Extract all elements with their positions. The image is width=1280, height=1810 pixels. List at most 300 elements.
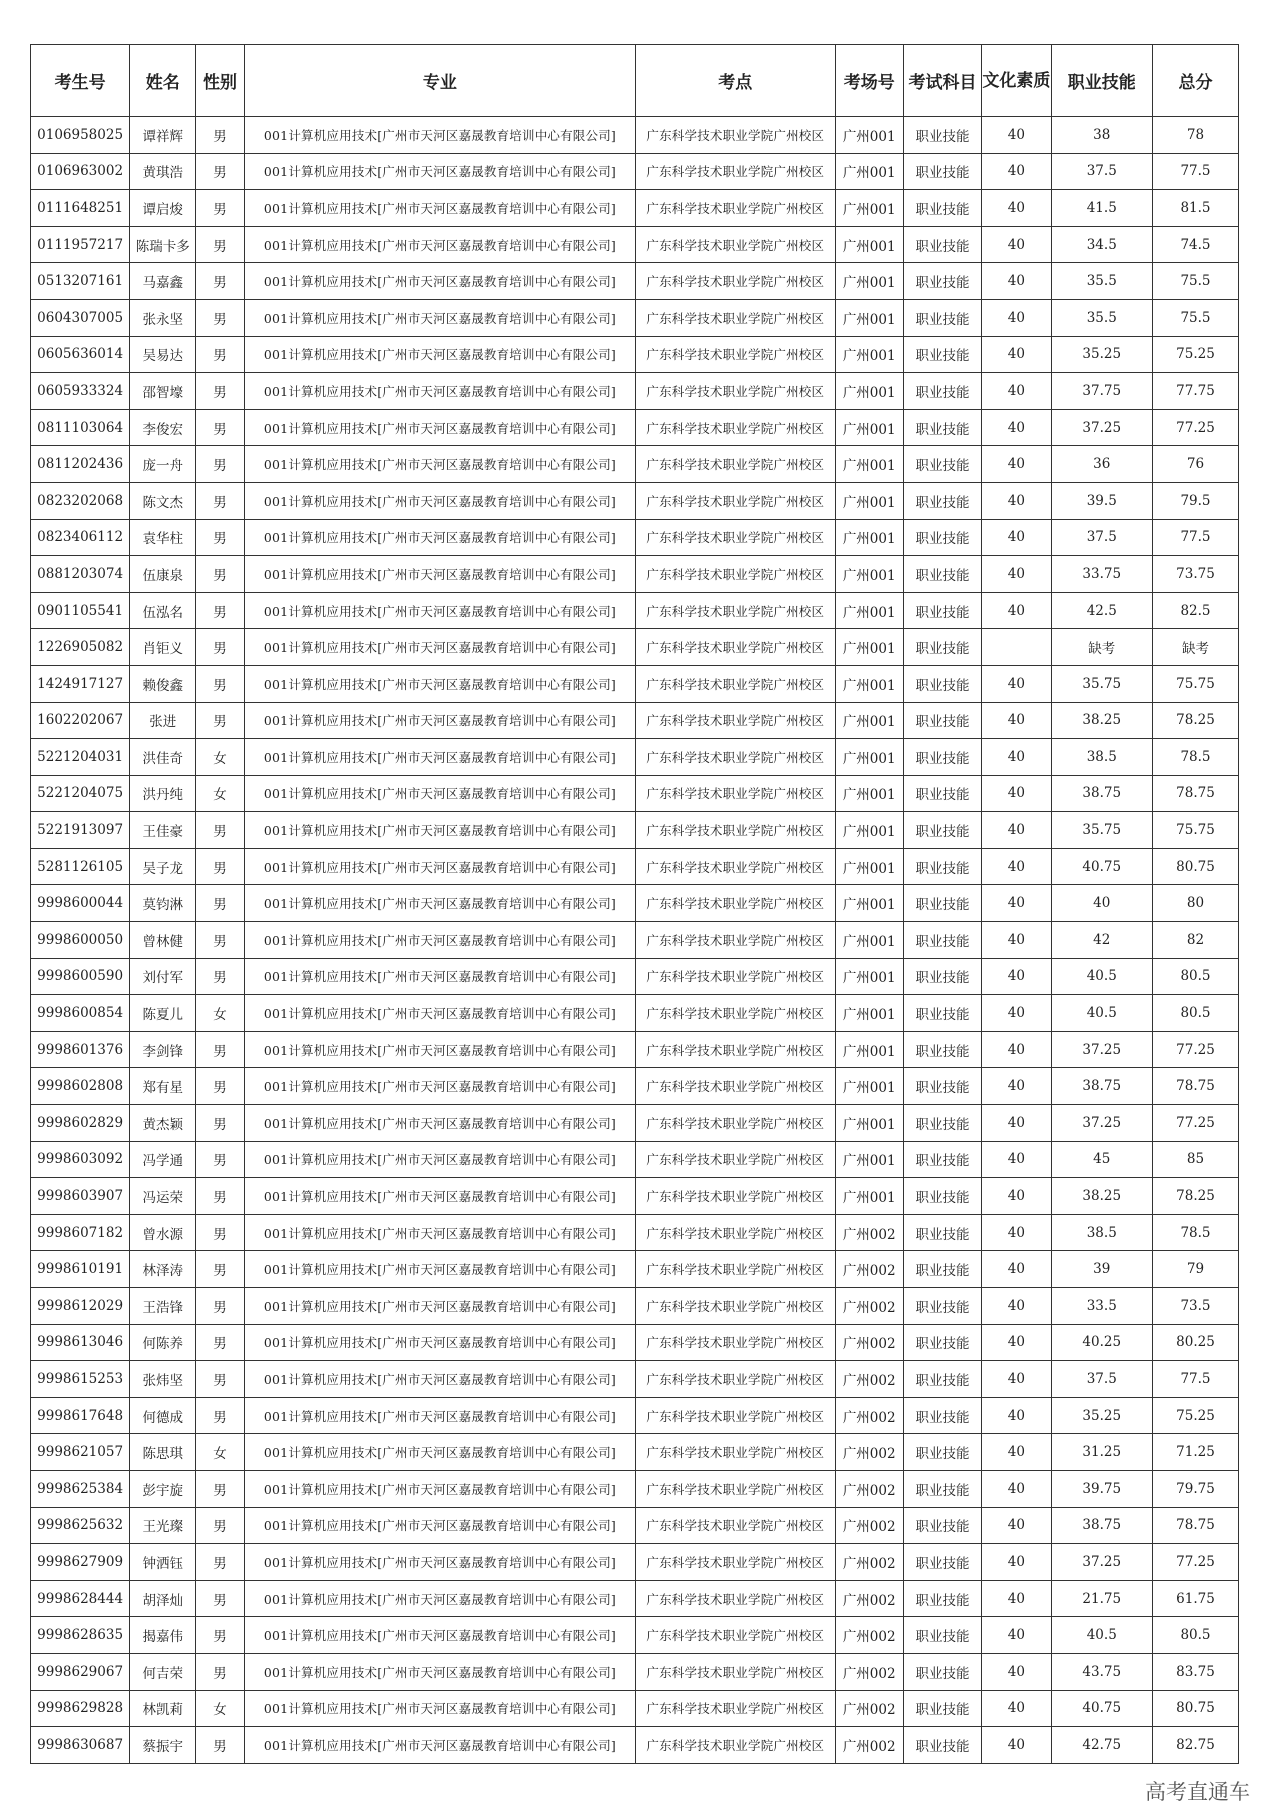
cell-room-no: 广州002 <box>835 1434 903 1471</box>
cell-room-no: 广州001 <box>835 885 903 922</box>
cell-total-score: 80.75 <box>1152 1690 1238 1727</box>
cell-exam-no: 9998615253 <box>31 1361 130 1398</box>
cell-room-no: 广州001 <box>835 519 903 556</box>
cell-name: 揭嘉伟 <box>130 1617 196 1654</box>
cell-skill-score: 39 <box>1051 1251 1152 1288</box>
cell-subject: 职业技能 <box>903 226 981 263</box>
cell-culture-score: 40 <box>982 153 1051 190</box>
cell-name: 吴易达 <box>130 336 196 373</box>
cell-culture-score: 40 <box>982 263 1051 300</box>
cell-major: 001计算机应用技术[广州市天河区嘉晟教育培训中心有限公司] <box>244 702 635 739</box>
cell-skill-score: 38 <box>1051 117 1152 154</box>
cell-subject: 职业技能 <box>903 190 981 227</box>
cell-exam-site: 广东科学技术职业学院广州校区 <box>636 1690 835 1727</box>
cell-name: 邵智壕 <box>130 373 196 410</box>
cell-gender: 男 <box>196 373 244 410</box>
cell-total-score: 73.5 <box>1152 1288 1238 1325</box>
cell-exam-site: 广东科学技术职业学院广州校区 <box>636 702 835 739</box>
cell-gender: 女 <box>196 1434 244 1471</box>
cell-room-no: 广州002 <box>835 1617 903 1654</box>
cell-skill-score: 38.5 <box>1051 1214 1152 1251</box>
cell-name: 陈瑞卡多 <box>130 226 196 263</box>
table-row <box>31 153 1239 190</box>
cell-major: 001计算机应用技术[广州市天河区嘉晟教育培训中心有限公司] <box>244 739 635 776</box>
cell-total-score: 77.25 <box>1152 1544 1238 1581</box>
cell-gender: 男 <box>196 1251 244 1288</box>
cell-exam-site: 广东科学技术职业学院广州校区 <box>636 556 835 593</box>
cell-exam-site: 广东科学技术职业学院广州校区 <box>636 1507 835 1544</box>
cell-major: 001计算机应用技术[广州市天河区嘉晟教育培训中心有限公司] <box>244 922 635 959</box>
cell-skill-score: 37.25 <box>1051 1544 1152 1581</box>
cell-gender: 男 <box>196 336 244 373</box>
table-row <box>31 739 1239 776</box>
cell-skill-score: 41.5 <box>1051 190 1152 227</box>
cell-gender: 男 <box>196 848 244 885</box>
cell-skill-score: 35.25 <box>1051 1397 1152 1434</box>
cell-exam-no: 0106958025 <box>31 117 130 154</box>
cell-exam-site: 广东科学技术职业学院广州校区 <box>636 1470 835 1507</box>
cell-gender: 男 <box>196 1214 244 1251</box>
cell-name: 曾林健 <box>130 922 196 959</box>
cell-skill-score: 42.75 <box>1051 1727 1152 1764</box>
cell-name: 何吉荣 <box>130 1653 196 1690</box>
cell-total-score: 78.75 <box>1152 1068 1238 1105</box>
table-row <box>31 812 1239 849</box>
cell-culture-score: 40 <box>982 958 1051 995</box>
cell-skill-score: 37.25 <box>1051 1105 1152 1142</box>
cell-skill-score: 36 <box>1051 446 1152 483</box>
cell-exam-no: 5281126105 <box>31 848 130 885</box>
cell-name: 张永坚 <box>130 299 196 336</box>
cell-culture-score: 40 <box>982 1214 1051 1251</box>
cell-name: 马嘉鑫 <box>130 263 196 300</box>
cell-room-no: 广州002 <box>835 1361 903 1398</box>
cell-subject: 职业技能 <box>903 1251 981 1288</box>
header-total-score: 总分 <box>1152 45 1238 117</box>
cell-exam-no: 0513207161 <box>31 263 130 300</box>
score-table <box>30 44 1239 1764</box>
cell-skill-score: 37.5 <box>1051 153 1152 190</box>
cell-room-no: 广州002 <box>835 1507 903 1544</box>
cell-subject: 职业技能 <box>903 263 981 300</box>
cell-total-score: 80.5 <box>1152 1617 1238 1654</box>
cell-skill-score: 34.5 <box>1051 226 1152 263</box>
cell-exam-site: 广东科学技术职业学院广州校区 <box>636 665 835 702</box>
cell-subject: 职业技能 <box>903 1324 981 1361</box>
cell-skill-score: 38.5 <box>1051 739 1152 776</box>
cell-skill-score: 35.75 <box>1051 665 1152 702</box>
cell-name: 王浩锋 <box>130 1288 196 1325</box>
cell-room-no: 广州002 <box>835 1580 903 1617</box>
table-row <box>31 556 1239 593</box>
cell-exam-site: 广东科学技术职业学院广州校区 <box>636 299 835 336</box>
cell-name: 陈夏儿 <box>130 995 196 1032</box>
table-row <box>31 922 1239 959</box>
cell-gender: 男 <box>196 1361 244 1398</box>
cell-subject: 职业技能 <box>903 848 981 885</box>
cell-major: 001计算机应用技术[广州市天河区嘉晟教育培训中心有限公司] <box>244 1324 635 1361</box>
cell-gender: 男 <box>196 1031 244 1068</box>
cell-gender: 男 <box>196 1105 244 1142</box>
cell-name: 胡泽灿 <box>130 1580 196 1617</box>
cell-subject: 职业技能 <box>903 373 981 410</box>
cell-culture-score: 40 <box>982 812 1051 849</box>
cell-major: 001计算机应用技术[广州市天河区嘉晟教育培训中心有限公司] <box>244 1361 635 1398</box>
cell-subject: 职业技能 <box>903 702 981 739</box>
table-row <box>31 1251 1239 1288</box>
cell-major: 001计算机应用技术[广州市天河区嘉晟教育培训中心有限公司] <box>244 995 635 1032</box>
cell-skill-score: 缺考 <box>1051 629 1152 666</box>
cell-total-score: 80.5 <box>1152 958 1238 995</box>
cell-exam-no: 9998629067 <box>31 1653 130 1690</box>
cell-exam-site: 广东科学技术职业学院广州校区 <box>636 1361 835 1398</box>
cell-skill-score: 43.75 <box>1051 1653 1152 1690</box>
cell-room-no: 广州002 <box>835 1397 903 1434</box>
cell-skill-score: 35.5 <box>1051 263 1152 300</box>
cell-major: 001计算机应用技术[广州市天河区嘉晟教育培训中心有限公司] <box>244 1653 635 1690</box>
cell-culture-score: 40 <box>982 190 1051 227</box>
cell-subject: 职业技能 <box>903 1580 981 1617</box>
cell-room-no: 广州001 <box>835 409 903 446</box>
cell-skill-score: 33.5 <box>1051 1288 1152 1325</box>
cell-major: 001计算机应用技术[广州市天河区嘉晟教育培训中心有限公司] <box>244 409 635 446</box>
cell-room-no: 广州001 <box>835 1031 903 1068</box>
cell-exam-no: 0881203074 <box>31 556 130 593</box>
cell-exam-site: 广东科学技术职业学院广州校区 <box>636 885 835 922</box>
cell-exam-site: 广东科学技术职业学院广州校区 <box>636 1031 835 1068</box>
cell-total-score: 缺考 <box>1152 629 1238 666</box>
cell-gender: 男 <box>196 812 244 849</box>
cell-exam-site: 广东科学技术职业学院广州校区 <box>636 482 835 519</box>
cell-gender: 男 <box>196 409 244 446</box>
cell-subject: 职业技能 <box>903 592 981 629</box>
cell-major: 001计算机应用技术[广州市天河区嘉晟教育培训中心有限公司] <box>244 446 635 483</box>
cell-culture-score: 40 <box>982 739 1051 776</box>
cell-major: 001计算机应用技术[广州市天河区嘉晟教育培训中心有限公司] <box>244 1397 635 1434</box>
cell-room-no: 广州002 <box>835 1470 903 1507</box>
table-row <box>31 775 1239 812</box>
cell-skill-score: 39.75 <box>1051 1470 1152 1507</box>
cell-exam-site: 广东科学技术职业学院广州校区 <box>636 153 835 190</box>
cell-room-no: 广州001 <box>835 336 903 373</box>
table-row <box>31 1105 1239 1142</box>
cell-exam-site: 广东科学技术职业学院广州校区 <box>636 995 835 1032</box>
cell-skill-score: 37.75 <box>1051 373 1152 410</box>
cell-exam-no: 5221204075 <box>31 775 130 812</box>
cell-name: 庞一舟 <box>130 446 196 483</box>
cell-name: 蔡振宇 <box>130 1727 196 1764</box>
cell-culture-score: 40 <box>982 556 1051 593</box>
cell-gender: 男 <box>196 958 244 995</box>
cell-skill-score: 33.75 <box>1051 556 1152 593</box>
table-row <box>31 1727 1239 1764</box>
cell-gender: 男 <box>196 299 244 336</box>
cell-exam-no: 9998601376 <box>31 1031 130 1068</box>
table-row <box>31 446 1239 483</box>
cell-subject: 职业技能 <box>903 1068 981 1105</box>
cell-skill-score: 21.75 <box>1051 1580 1152 1617</box>
cell-total-score: 78.5 <box>1152 1214 1238 1251</box>
cell-skill-score: 40 <box>1051 885 1152 922</box>
cell-subject: 职业技能 <box>903 482 981 519</box>
table-row <box>31 1580 1239 1617</box>
cell-major: 001计算机应用技术[广州市天河区嘉晟教育培训中心有限公司] <box>244 1288 635 1325</box>
cell-subject: 职业技能 <box>903 739 981 776</box>
cell-subject: 职业技能 <box>903 1544 981 1581</box>
cell-gender: 女 <box>196 995 244 1032</box>
cell-skill-score: 40.75 <box>1051 848 1152 885</box>
cell-culture-score: 40 <box>982 922 1051 959</box>
table-row <box>31 848 1239 885</box>
cell-total-score: 75.75 <box>1152 665 1238 702</box>
table-row <box>31 1141 1239 1178</box>
cell-gender: 男 <box>196 482 244 519</box>
cell-culture-score: 40 <box>982 1251 1051 1288</box>
cell-major: 001计算机应用技术[广州市天河区嘉晟教育培训中心有限公司] <box>244 1214 635 1251</box>
cell-exam-site: 广东科学技术职业学院广州校区 <box>636 629 835 666</box>
cell-room-no: 广州001 <box>835 482 903 519</box>
cell-exam-no: 0811202436 <box>31 446 130 483</box>
cell-gender: 男 <box>196 1178 244 1215</box>
cell-room-no: 广州001 <box>835 299 903 336</box>
cell-culture-score: 40 <box>982 1324 1051 1361</box>
cell-exam-site: 广东科学技术职业学院广州校区 <box>636 1397 835 1434</box>
cell-name: 彭宇旋 <box>130 1470 196 1507</box>
cell-culture-score: 40 <box>982 1470 1051 1507</box>
table-body <box>31 117 1239 1764</box>
cell-subject: 职业技能 <box>903 409 981 446</box>
cell-culture-score: 40 <box>982 848 1051 885</box>
cell-gender: 男 <box>196 1653 244 1690</box>
cell-room-no: 广州001 <box>835 629 903 666</box>
cell-exam-site: 广东科学技术职业学院广州校区 <box>636 336 835 373</box>
cell-exam-no: 0604307005 <box>31 299 130 336</box>
cell-exam-no: 0901105541 <box>31 592 130 629</box>
cell-exam-site: 广东科学技术职业学院广州校区 <box>636 409 835 446</box>
cell-name: 洪佳奇 <box>130 739 196 776</box>
cell-name: 刘付军 <box>130 958 196 995</box>
cell-room-no: 广州002 <box>835 1288 903 1325</box>
cell-room-no: 广州001 <box>835 922 903 959</box>
cell-subject: 职业技能 <box>903 1105 981 1142</box>
cell-name: 王佳豪 <box>130 812 196 849</box>
cell-room-no: 广州001 <box>835 739 903 776</box>
cell-culture-score: 40 <box>982 1397 1051 1434</box>
cell-exam-no: 0106963002 <box>31 153 130 190</box>
cell-skill-score: 40.75 <box>1051 1690 1152 1727</box>
cell-culture-score: 40 <box>982 1617 1051 1654</box>
cell-gender: 男 <box>196 922 244 959</box>
cell-total-score: 81.5 <box>1152 190 1238 227</box>
table-row <box>31 1288 1239 1325</box>
cell-exam-site: 广东科学技术职业学院广州校区 <box>636 1617 835 1654</box>
table-row <box>31 1507 1239 1544</box>
cell-subject: 职业技能 <box>903 1727 981 1764</box>
cell-skill-score: 42 <box>1051 922 1152 959</box>
header-exam-no: 考生号 <box>31 45 130 117</box>
cell-exam-no: 9998602829 <box>31 1105 130 1142</box>
cell-major: 001计算机应用技术[广州市天河区嘉晟教育培训中心有限公司] <box>244 1105 635 1142</box>
cell-total-score: 75.25 <box>1152 1397 1238 1434</box>
cell-exam-site: 广东科学技术职业学院广州校区 <box>636 1434 835 1471</box>
cell-exam-site: 广东科学技术职业学院广州校区 <box>636 1214 835 1251</box>
cell-name: 陈文杰 <box>130 482 196 519</box>
cell-major: 001计算机应用技术[广州市天河区嘉晟教育培训中心有限公司] <box>244 592 635 629</box>
cell-exam-no: 9998603907 <box>31 1178 130 1215</box>
table-row <box>31 1361 1239 1398</box>
cell-gender: 男 <box>196 1397 244 1434</box>
cell-skill-score: 31.25 <box>1051 1434 1152 1471</box>
cell-gender: 男 <box>196 1068 244 1105</box>
cell-total-score: 79 <box>1152 1251 1238 1288</box>
cell-culture-score: 40 <box>982 1178 1051 1215</box>
table-row <box>31 190 1239 227</box>
cell-subject: 职业技能 <box>903 1214 981 1251</box>
cell-room-no: 广州001 <box>835 1105 903 1142</box>
cell-total-score: 83.75 <box>1152 1653 1238 1690</box>
table-row <box>31 1617 1239 1654</box>
table-row <box>31 519 1239 556</box>
cell-room-no: 广州001 <box>835 812 903 849</box>
footer-brand-watermark: 高考直通车 <box>1145 1780 1250 1804</box>
cell-culture-score: 40 <box>982 519 1051 556</box>
cell-exam-no: 1226905082 <box>31 629 130 666</box>
cell-room-no: 广州001 <box>835 263 903 300</box>
cell-subject: 职业技能 <box>903 153 981 190</box>
cell-major: 001计算机应用技术[广州市天河区嘉晟教育培训中心有限公司] <box>244 665 635 702</box>
cell-room-no: 广州002 <box>835 1214 903 1251</box>
cell-exam-site: 广东科学技术职业学院广州校区 <box>636 1141 835 1178</box>
cell-name: 肖钜义 <box>130 629 196 666</box>
cell-total-score: 82 <box>1152 922 1238 959</box>
cell-subject: 职业技能 <box>903 1617 981 1654</box>
cell-culture-score: 40 <box>982 482 1051 519</box>
cell-exam-site: 广东科学技术职业学院广州校区 <box>636 263 835 300</box>
table-row <box>31 1434 1239 1471</box>
cell-total-score: 77.5 <box>1152 1361 1238 1398</box>
cell-room-no: 广州001 <box>835 446 903 483</box>
cell-major: 001计算机应用技术[广州市天河区嘉晟教育培训中心有限公司] <box>244 373 635 410</box>
cell-gender: 女 <box>196 739 244 776</box>
cell-major: 001计算机应用技术[广州市天河区嘉晟教育培训中心有限公司] <box>244 1068 635 1105</box>
cell-total-score: 75.5 <box>1152 263 1238 300</box>
cell-total-score: 80.5 <box>1152 995 1238 1032</box>
cell-room-no: 广州001 <box>835 995 903 1032</box>
cell-subject: 职业技能 <box>903 1690 981 1727</box>
cell-major: 001计算机应用技术[广州市天河区嘉晟教育培训中心有限公司] <box>244 519 635 556</box>
cell-major: 001计算机应用技术[广州市天河区嘉晟教育培训中心有限公司] <box>244 1178 635 1215</box>
cell-major: 001计算机应用技术[广州市天河区嘉晟教育培训中心有限公司] <box>244 117 635 154</box>
cell-culture-score: 40 <box>982 1288 1051 1325</box>
cell-major: 001计算机应用技术[广州市天河区嘉晟教育培训中心有限公司] <box>244 958 635 995</box>
cell-room-no: 广州001 <box>835 1178 903 1215</box>
table-row <box>31 702 1239 739</box>
cell-subject: 职业技能 <box>903 958 981 995</box>
cell-culture-score: 40 <box>982 592 1051 629</box>
cell-name: 张炜坚 <box>130 1361 196 1398</box>
cell-skill-score: 37.25 <box>1051 409 1152 446</box>
cell-subject: 职业技能 <box>903 1507 981 1544</box>
cell-culture-score: 40 <box>982 702 1051 739</box>
cell-total-score: 78.5 <box>1152 739 1238 776</box>
table-row <box>31 373 1239 410</box>
cell-subject: 职业技能 <box>903 629 981 666</box>
cell-subject: 职业技能 <box>903 922 981 959</box>
cell-exam-no: 9998600044 <box>31 885 130 922</box>
cell-exam-no: 9998600050 <box>31 922 130 959</box>
cell-exam-site: 广东科学技术职业学院广州校区 <box>636 446 835 483</box>
cell-subject: 职业技能 <box>903 1434 981 1471</box>
cell-name: 谭祥辉 <box>130 117 196 154</box>
table-row <box>31 1690 1239 1727</box>
cell-exam-site: 广东科学技术职业学院广州校区 <box>636 775 835 812</box>
cell-major: 001计算机应用技术[广州市天河区嘉晟教育培训中心有限公司] <box>244 1031 635 1068</box>
cell-exam-site: 广东科学技术职业学院广州校区 <box>636 373 835 410</box>
cell-gender: 男 <box>196 1580 244 1617</box>
cell-total-score: 78.75 <box>1152 1507 1238 1544</box>
cell-major: 001计算机应用技术[广州市天河区嘉晟教育培训中心有限公司] <box>244 1141 635 1178</box>
cell-exam-site: 广东科学技术职业学院广州校区 <box>636 922 835 959</box>
cell-total-score: 77.25 <box>1152 409 1238 446</box>
cell-name: 何陈养 <box>130 1324 196 1361</box>
cell-exam-no: 9998630687 <box>31 1727 130 1764</box>
cell-room-no: 广州001 <box>835 702 903 739</box>
cell-skill-score: 37.25 <box>1051 1031 1152 1068</box>
table-row <box>31 592 1239 629</box>
cell-exam-site: 广东科学技术职业学院广州校区 <box>636 1178 835 1215</box>
header-skill-score: 职业技能 <box>1051 45 1152 117</box>
cell-major: 001计算机应用技术[广州市天河区嘉晟教育培训中心有限公司] <box>244 629 635 666</box>
cell-skill-score: 40.25 <box>1051 1324 1152 1361</box>
cell-culture-score: 40 <box>982 1434 1051 1471</box>
cell-subject: 职业技能 <box>903 995 981 1032</box>
cell-subject: 职业技能 <box>903 1288 981 1325</box>
cell-exam-no: 9998600590 <box>31 958 130 995</box>
cell-total-score: 75.75 <box>1152 812 1238 849</box>
cell-culture-score: 40 <box>982 1068 1051 1105</box>
cell-skill-score: 38.25 <box>1051 1178 1152 1215</box>
cell-name: 伍泓名 <box>130 592 196 629</box>
cell-name: 洪丹纯 <box>130 775 196 812</box>
cell-exam-site: 广东科学技术职业学院广州校区 <box>636 848 835 885</box>
cell-skill-score: 38.75 <box>1051 1507 1152 1544</box>
cell-subject: 职业技能 <box>903 336 981 373</box>
cell-exam-no: 9998621057 <box>31 1434 130 1471</box>
cell-exam-no: 9998628635 <box>31 1617 130 1654</box>
score-sheet <box>30 44 1239 1764</box>
cell-exam-no: 0111957217 <box>31 226 130 263</box>
cell-total-score: 77.5 <box>1152 153 1238 190</box>
cell-major: 001计算机应用技术[广州市天河区嘉晟教育培训中心有限公司] <box>244 153 635 190</box>
cell-subject: 职业技能 <box>903 446 981 483</box>
cell-exam-no: 9998610191 <box>31 1251 130 1288</box>
cell-exam-no: 9998613046 <box>31 1324 130 1361</box>
cell-culture-score: 40 <box>982 1727 1051 1764</box>
cell-gender: 男 <box>196 519 244 556</box>
cell-skill-score: 37.5 <box>1051 519 1152 556</box>
cell-name: 赖俊鑫 <box>130 665 196 702</box>
cell-exam-no: 9998625632 <box>31 1507 130 1544</box>
cell-room-no: 广州002 <box>835 1727 903 1764</box>
cell-exam-no: 9998617648 <box>31 1397 130 1434</box>
cell-culture-score: 40 <box>982 1105 1051 1142</box>
cell-skill-score: 38.75 <box>1051 1068 1152 1105</box>
cell-culture-score: 40 <box>982 117 1051 154</box>
cell-subject: 职业技能 <box>903 885 981 922</box>
cell-exam-site: 广东科学技术职业学院广州校区 <box>636 1727 835 1764</box>
table-row <box>31 263 1239 300</box>
cell-gender: 男 <box>196 885 244 922</box>
